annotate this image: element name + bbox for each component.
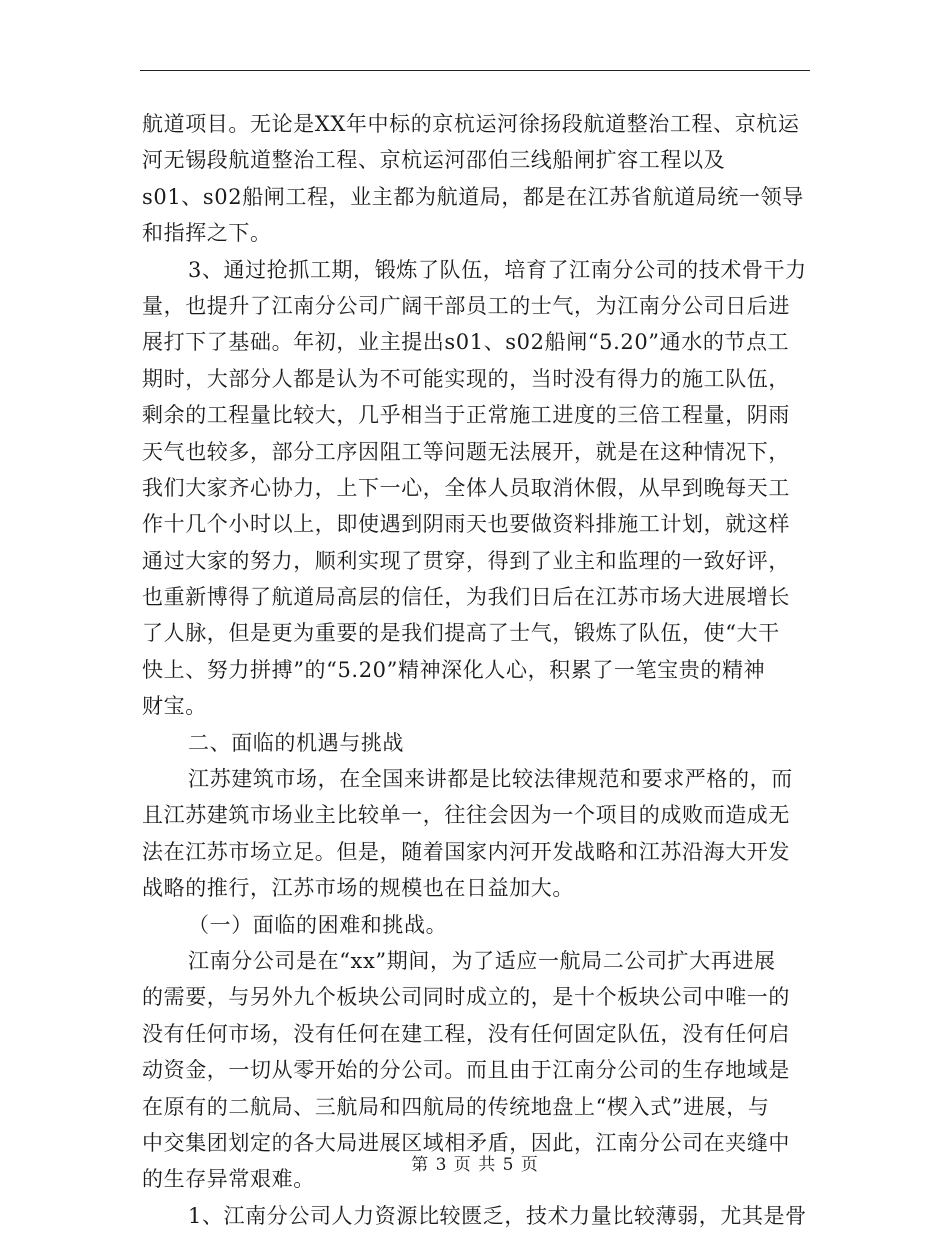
body-line: 期时，大部分人都是认为不可能实现的，当时没有得力的施工队伍， bbox=[142, 366, 790, 391]
document-body bbox=[142, 106, 810, 1234]
page-number-footer: 第 3 页 共 5 页 bbox=[411, 1155, 539, 1175]
body-line: 了人脉，但是更为重要的是我们提高了士气，锻炼了队伍，使“大干 bbox=[142, 621, 780, 646]
paragraph-start-line: 江苏建筑市场，在全国来讲都是比较法律规范和要求严格的，而 bbox=[188, 767, 793, 792]
body-line: 财宝。 bbox=[142, 694, 207, 719]
subsection-heading: （一）面临的困难和挑战。 bbox=[188, 912, 448, 937]
body-line: 我们大家齐心协力，上下一心，全体人员取消休假，从早到晚每天工 bbox=[142, 475, 790, 500]
body-line: 没有任何市场，没有任何在建工程，没有任何固定队伍，没有任何启 bbox=[142, 1021, 790, 1046]
body-line: 且江苏建筑市场业主比较单一，往往会因为一个项目的成败而造成无 bbox=[142, 803, 790, 828]
body-line: 中交集团划定的各大局进展区域相矛盾，因此，江南分公司在夹缝中 bbox=[142, 1130, 790, 1155]
body-line: s01、s02船闸工程，业主都为航道局，都是在江苏省航道局统一领导 bbox=[142, 184, 804, 209]
body-line: 作十几个小时以上，即使遇到阴雨天也要做资料排施工计划，就这样 bbox=[142, 512, 790, 537]
body-line: 也重新博得了航道局高层的信任，为我们日后在江苏市场大进展增长 bbox=[142, 585, 790, 610]
paragraph-start-line: 1、江南分公司人力资源比较匮乏，技术力量比较薄弱，尤其是骨 bbox=[188, 1203, 807, 1228]
section-heading: 二、面临的机遇与挑战 bbox=[188, 730, 404, 755]
body-line: 天气也较多，部分工序因阻工等问题无法展开，就是在这种情况下， bbox=[142, 439, 790, 464]
header-rule bbox=[140, 70, 810, 71]
body-line: 通过大家的努力，顺利实现了贯穿，得到了业主和监理的一致好评， bbox=[142, 548, 790, 573]
body-line: 动资金，一切从零开始的分公司。而且由于江南分公司的生存地域是 bbox=[142, 1058, 790, 1083]
body-line: 的需要，与另外九个板块公司同时成立的，是十个板块公司中唯一的 bbox=[142, 985, 790, 1010]
paragraph-start-line: 江南分公司是在“xx”期间，为了适应一航局二公司扩大再进展 bbox=[188, 948, 776, 973]
body-line: 展打下了基础。年初，业主提出s01、s02船闸“5.20”通水的节点工 bbox=[142, 330, 790, 355]
body-line: 法在江苏市场立足。但是，随着国家内河开发战略和江苏沿海大开发 bbox=[142, 839, 790, 864]
body-line: 的生存异常艰难。 bbox=[142, 1167, 315, 1192]
body-line: 航道项目。无论是XX年中标的京杭运河徐扬段航道整治工程、京杭运 bbox=[142, 112, 800, 136]
body-line: 在原有的二航局、三航局和四航局的传统地盘上“楔入式”进展，与 bbox=[142, 1094, 770, 1119]
body-line: 战略的推行，江苏市场的规模也在日益加大。 bbox=[142, 876, 574, 901]
body-line: 快上、努力拼搏”的“5.20”精神深化人心，积累了一笔宝贵的精神 bbox=[142, 657, 766, 682]
body-line: 和指挥之下。 bbox=[142, 221, 272, 246]
paragraph-start-line: 3、通过抢抓工期，锻炼了队伍，培育了江南分公司的技术骨干力 bbox=[188, 257, 807, 282]
body-line: 河无锡段航道整治工程、京杭运河邵伯三线船闸扩容工程以及 bbox=[142, 148, 726, 173]
body-line: 剩余的工程量比较大，几乎相当于正常施工进度的三倍工程量，阴雨 bbox=[142, 403, 790, 428]
body-line: 量，也提升了江南分公司广阔干部员工的士气，为江南分公司日后进 bbox=[142, 293, 790, 318]
